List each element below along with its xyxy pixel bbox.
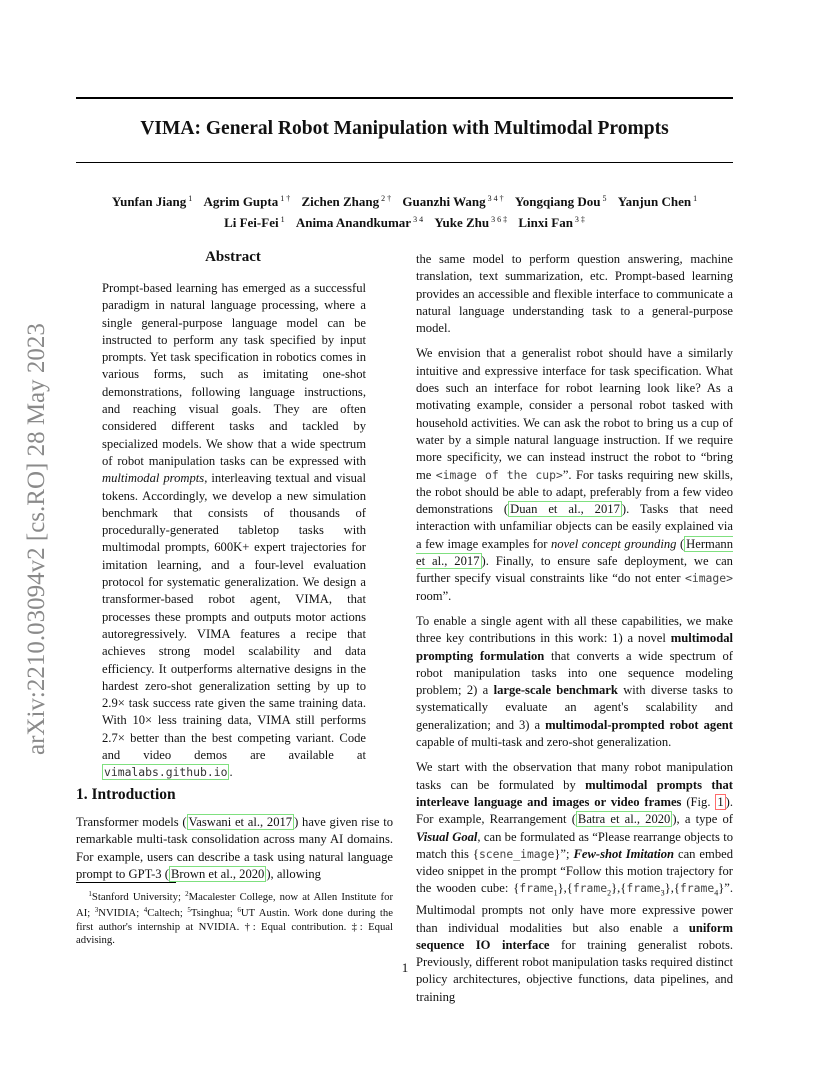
right-column <box>416 251 733 1014</box>
author: Agrim Gupta $^{1 \dagger}$ <box>203 194 291 209</box>
page-number: 1 <box>401 960 409 975</box>
footnote-rule <box>76 882 176 883</box>
abstract-heading: Abstract <box>205 249 261 265</box>
citation-link[interactable]: Brown et al., 2020 <box>170 866 265 881</box>
author: Yuke Zhu $^{3 6 \ddagger}$ <box>434 215 508 230</box>
affiliation-footnote: $^1$Stanford University; $^2$Macalester College, now at Allen Institute for AI; $^3$NVIDIA; $^4$Caltech; $^5$Tsinghua; $^6$UT Austin. Work done during the first author's internship at NVIDIA. †: Equal contribution. ‡: Equal advising. <box>76 890 393 947</box>
title-top-rule <box>76 97 733 99</box>
figure-reference-link[interactable]: 1 <box>717 794 724 809</box>
citation-link[interactable]: Hermann et al., 2017 <box>416 536 733 569</box>
author: Anima Anandkumar $^{3 4}$ <box>295 215 424 230</box>
paper-title: VIMA: General Robot Manipulation with Multimodal Prompts <box>140 118 669 139</box>
paragraph: the same model to perform question answering, machine translation, text summarization, etc. Prompt-based learning provides an accessible and flexible interface to communicate a natural language understanding task to a general-purpose model. <box>416 252 733 336</box>
title-bottom-rule <box>76 162 733 163</box>
arxiv-identifier: arXiv:2210.03094v2 [cs.RO] 28 May 2023 <box>23 323 50 755</box>
intro-paragraph: Transformer models ( Vaswani et al., 2017 ) have given rise to remarkable multi-task consolidation across many AI domains. For example, users can describe a task using natural language prompt to GPT-3 ( Brown et al., 2020 ), allowing <box>76 815 393 881</box>
author: Yunfan Jiang $^1$ <box>111 194 193 209</box>
abstract-text: Prompt-based learning has emerged as a successful paradigm in natural language processing, where a single general-purpose language model can be instructed to perform any task specified by input prompts. Yet task specification in robotics comes in various forms, such as imitating one-shot demonstrations, following language instructions, and reaching visual goals. They are often considered different tasks and tackled by specialized models. We show that a wide spectrum of robot manipulation tasks can be expressed with multimodal prompts, interleaving textual and visual tokens. Accordingly, we develop a new simulation benchmark that consists of thousands of procedurally-generated tabletop tasks with multimodal prompts, 600K+ expert trajectories for imitation learning, and a four-level evaluation protocol for systematic generalization. We design a transformer-based robot agent, VIMA, that processes these prompts and outputs motor actions autoregressively. VIMA features a recipe that achieves strong model scalability and data efficiency. It outperforms alternative designs in the hardest zero-shot generalization setting by up to 2.9× task success rate given the same training data. With 10× less training data, VIMA still performs 2.7× better than the best competing variant. Code and video demos are available at vimalabs.github.io . <box>102 281 366 780</box>
project-link[interactable]: vimalabs.github.io <box>104 765 228 780</box>
author: Li Fei-Fei $^1$ <box>224 215 285 230</box>
citation-link[interactable]: Vaswani et al., 2017 <box>188 815 293 829</box>
citation-link[interactable]: Duan et al., 2017 <box>510 502 620 517</box>
author: Zichen Zhang $^{2 \dagger}$ <box>301 194 392 209</box>
paragraph: To enable a single agent with all these capabilities, we make three key contributions in this work: 1) a novel multimodal prompting formulation that converts a wide spectrum of robot manipulation tasks into one sequence modeling problem; 2) a large-scale benchmark with diverse tasks to systematically evaluate an agent's scalability and generalization; and 3) a multimodal-prompted robot agent capable of multi-task and zero-shot generalization. <box>416 613 733 750</box>
author: Yanjun Chen $^1$ <box>617 194 698 209</box>
paragraph: We envision that a generalist robot should have a similarly intuitive and expressive interface for task specification. What does such an interface for robot learning look like? As a motivating example, consider a personal robot tasked with household activities. We can ask the robot to bring us a cup of water by a simple natural language instruction. If we require more specificity, we can instead instruct the robot to “bring me <image of the cup>”. For tasks requiring new skills, the robot should be able to adapt, preferably from a few video demonstrations ( Duan et al., 2017 ). Tasks that need interaction with unfamiliar objects can be easily explained via a few image examples for novel concept grounding ( Hermann et al., 2017 ). Finally, to ensure safe deployment, we can further specify visual constraints like “do not enter <image> room”. <box>416 346 733 603</box>
section-heading-introduction: 1. Introduction <box>76 786 176 803</box>
citation-link[interactable]: Batra et al., 2020 <box>577 812 671 827</box>
paragraph: We start with the observation that many robot manipulation tasks can be formulated by multimodal prompts that interleave language and images or video frames (Fig. 1 ). For example, Rearrangement ( Batra et al., 2020 ), a type of Visual Goal, can be formulated as “Please rearrange objects to match this {scene_image}”; Few-shot Imitation can embed video snippet in the prompt “Follow this motion trajectory for the wooden cube: {frame$_1$},{frame$_2$},{frame$_3$},{frame$_4$}”. Multimodal prompts not only have more expressive power than individual modalities but also enable a uniform sequence IO interface for training generalist robots. Previously, different robot manipulation tasks required distinct policy architectures, objective functions, data pipelines, and training <box>416 760 734 1004</box>
author: Yongqiang Dou $^5$ <box>514 194 607 209</box>
author-list <box>76 190 733 232</box>
author: Guanzhi Wang $^{3 4 \dagger}$ <box>402 194 504 209</box>
author: Linxi Fan $^{3 \ddagger}$ <box>518 215 585 230</box>
